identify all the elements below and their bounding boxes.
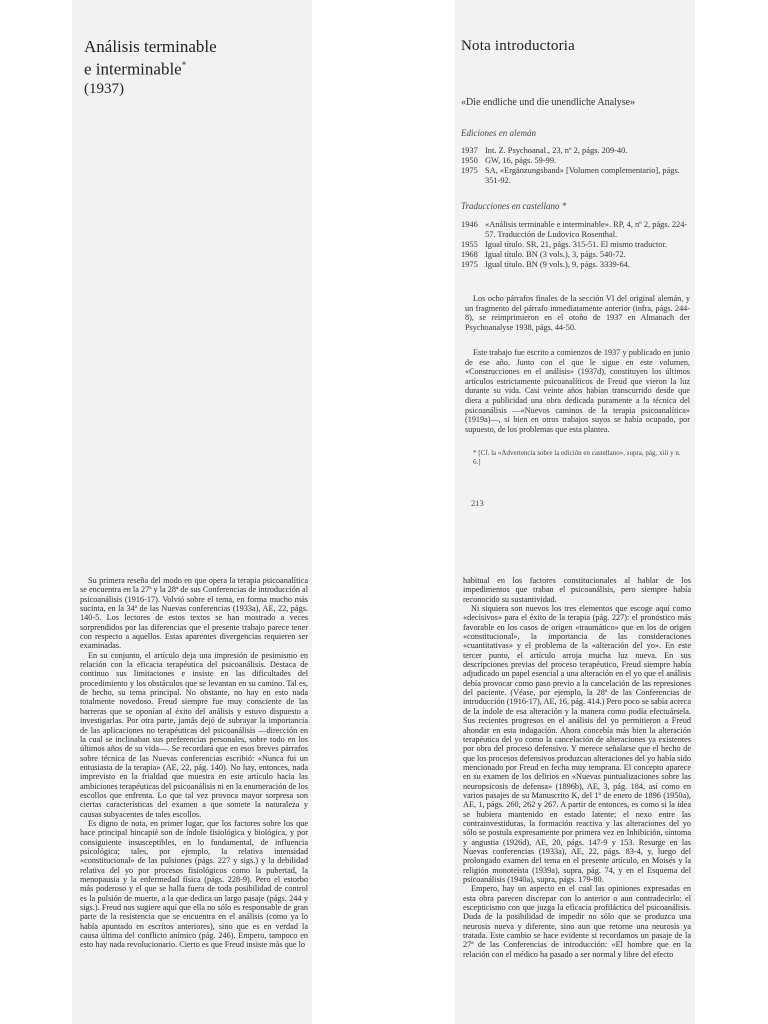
title-footnote-marker: * bbox=[181, 60, 187, 70]
paragraph: Empero, hay un aspecto en el cual las opiniones expresadas en esta obra parecen discrepar con lo anterior o aun contradecirlo: el escepticismo con que juzga la eficacia profiláctica del psicoanálisis. Duda de la posibilidad de impedir no sólo que se produzca una neurosis nueva y diferente, sino aun que retorne una neurosis ya tratada. Este cambio se hace evidente si recordamos un pasaje de la 27ª de las Conferencias de introducción: «El hombre que en la relación con el médico ha pasado a ser normal y libre del efecto bbox=[463, 884, 691, 959]
article-title bbox=[84, 38, 304, 98]
title-line-1: Análisis terminable bbox=[84, 37, 217, 56]
translation-row: 1968 Igual título. BN (3 vols.), 3, págs. 540-72. bbox=[461, 250, 626, 259]
reprint-note: Los ocho párrafos finales de la sección VI del original alemán, y un fragmento del párrafo inmediatamente anterior (infra, págs. 244-8), se reimprimieron en el otoño de 1937 en Almanach der Psychoanalyse 1938, págs. 44-50. bbox=[465, 294, 690, 332]
body-page-left bbox=[72, 512, 312, 1024]
translations-heading: Traducciones en castellano * bbox=[461, 201, 567, 211]
edition-row: 1950 GW, 16, págs. 59-99. bbox=[461, 156, 557, 165]
translation-row: 1975 Igual título. BN (9 vols.), 9, págs. 3339-64. bbox=[461, 260, 630, 269]
body-text-right bbox=[463, 576, 691, 959]
title-page bbox=[72, 0, 312, 512]
title-line-2: e interminable bbox=[84, 59, 182, 79]
paragraph: Es digno de nota, en primer lugar, que los factores sobre los que hace principal hincapié son de índole fisiológica y biológica, y por consiguiente insusceptibles, en lo fundamental, de influencia psicológica; tales, por ejemplo, la relativa intensidad «constitucional» de las pulsiones (págs. 227 y sigs.) y la debilidad relativa del yo por procesos fisiológicos como la pubertad, la menopausia y la enfermedad física (págs. 228-9). Pero el estorbo más poderoso y el que se halla fuera de toda posibilidad de control es la pulsión de muerte, a la que dedica un largo pasaje (págs. 244 y sigs.). Freud nos sugiere aquí que ella no sólo es responsable de gran parte de la resistencia que se encuentra en el análisis (como ya lo había apuntado en escritos anteriores), sino que es en verdad la causa última del conflicto anímico (pág. 246). Empero, tampoco en esto hay nada revolucionario. Cierto es que Freud insiste más que lo bbox=[80, 818, 308, 950]
paragraph: Su primera reseña del modo en que opera la terapia psicoanalítica se encuentra en la 27ª y la 28ª de sus Conferencias de introducción al psicoanálisis (1916-17). Volvió sobre el tema, en forma mucho más sucinta, en la 34ª de las Nuevas conferencias (1933a), AE, 22, págs. 140-5. Los lectores de estos textos se han mostrado a veces sorprendidos por las diferencias que el presente trabajo parece tener con respecto a aquellos. Estas aparentes divergencias requieren ser examinadas. bbox=[80, 576, 308, 651]
body-text-left bbox=[80, 576, 308, 950]
translation-row: 1946 «Análisis terminable e interminable». RP, 4, nº 2, págs. 224-57. Traducción de Ludovico Rosenthal. bbox=[461, 220, 688, 239]
edition-row: 1975 SA, «Ergänzungsband» [Volumen complementario], págs. 351-92. bbox=[461, 166, 680, 185]
paragraph: En su conjunto, el artículo deja una impresión de pesimismo en relación con la eficacia terapéutica del psicoanálisis. Destaca de continuo sus limitaciones e insiste en las dificultades del procedimiento y los obstáculos que se levantan en su camino. Tal es, de hecho, su tema principal. No obstante, no hay en esto nada totalmente novedoso. Freud siempre fue muy consciente de las barreras que se oponían al éxito del análisis y estuvo dispuesto a investigarlas. Por otra parte, jamás dejó de subrayar la importancia de las aplicaciones no terapéuticas del psicoanálisis —dirección en la cual se inclinaban sus preferencias personales, sobre todo en los últimos años de su vida—. Se recordará que en esos breves párrafos sobre técnica de las Nuevas conferencias escribió: «Nunca fui un entusiasta de la terapia» (AE, 22, pág. 140). No hay, entonces, nada imprevisto en la frialdad que muestra en este artículo hacia las ambiciones terapéuticas del psicoanálisis ni en la enumeración de los escollos que enfrenta. Lo que tal vez provoca mayor sorpresa son ciertas características del examen a que somete la naturaleza y causas subyacentes de tales escollos. bbox=[80, 650, 308, 819]
translations-list bbox=[461, 220, 691, 270]
paragraph: Ni siquiera son nuevos los tres elementos que escoge aquí como «decisivos» para el éxito de la terapia (pág. 227): el pronóstico más favorable en los casos de origen «traumático» que en los de origen «constitucional», la importancia de las consideraciones «cuantitativas» y el problema de la «alteración del yo». En este tercer punto, el artículo arroja mucha luz nueva. En sus descripciones previas del proceso terapéutico, Freud siempre había adjudicado un papel esencial a una alteración en el yo que el análisis debía provocar como paso previo a la cancelación de las represiones del paciente. (Véase, por ejemplo, la 28ª de las Conferencias de introducción (1916-17), AE, 16, pág. 414.) Pero poco se sabía acerca de la índole de esa alteración y la manera como podía efectuársela. Sus recientes progresos en el análisis del yo permitieron a Freud ahondar en esta indagación. Ahora concebía más bien la alteración terapéutica del yo como la cancelación de alteraciones ya existentes por obra del proceso defensivo. Y merece señalarse que el hecho de que los procesos defensivos produzcan alteraciones del yo había sido mencionado por Freud en fecha muy temprana. El concepto aparece en su examen de los delirios en «Nuevas puntualizaciones sobre las neuropsicosis de defensa» (1896b), AE, 3, pág. 184, así como en varios pasajes de su Manuscrito K, del 1º de enero de 1896 (1950a), AE, 1, págs. 260, 262 y 267. A partir de entonces, es como si la idea se hubiera mantenido en estado latente; el nexo entre las contrainvestiduras, la formación reactiva y las alteraciones del yo sólo se postula expresamente por primera vez en Inhibición, síntoma y angustia (1926d), AE, 20, págs. 147-9 y 153. Resurge en las Nuevas conferencias (1933a), AE, 22, págs. 83-4, y, luego del prolongado examen del tema en el presente artículo, en Moisés y la religión monoteísta (1939a), supra, pág. 74, y en el Esquema del psicoanálisis (1940a), supra, págs. 179-80. bbox=[463, 604, 691, 884]
translation-row: 1955 Igual título. SR, 21, págs. 315-51. El mismo traductor. bbox=[461, 240, 667, 249]
section-heading: Nota introductoria bbox=[461, 38, 575, 54]
edition-row: 1937 Int. Z. Psychoanal., 23, nº 2, págs. 209-40. bbox=[461, 146, 628, 155]
editions-list bbox=[461, 146, 691, 186]
editions-heading: Ediciones en alemán bbox=[461, 128, 536, 138]
title-year: (1937) bbox=[84, 80, 124, 97]
body-page-right bbox=[455, 512, 695, 1024]
footnote: * [Cf. la «Advertencia sobre la edición en castellano», supra, pág. xiii y n. 6.] bbox=[473, 449, 681, 466]
paragraph: habitual en los factores constitucionales al hablar de los impedimentos que traban el psicoanálisis, pero siempre había reconocido su sustantividad. bbox=[463, 576, 691, 604]
page-number: 213 bbox=[471, 498, 484, 508]
intro-note-page bbox=[455, 0, 695, 512]
original-title: «Die endliche und die unendliche Analyse» bbox=[461, 97, 636, 108]
intro-paragraph: Este trabajo fue escrito a comienzos de 1937 y publicado en junio de ese año. Junto con el que le sigue en este volumen, «Construcciones en el análisis» (1937d), constituyen los últimos artículos estrictamente psicoanalíticos de Freud que vieron la luz durante su vida. Casi veinte años habían transcurrido desde que diera a publicidad una obra dedicada puramente a la técnica del psicoanálisis —«Nuevos caminos de la terapia psicoanalítica» (1919a)—, si bien en otros trabajos suyos se había ocupado, por supuesto, de los problemas que esta plantea. bbox=[465, 348, 690, 434]
